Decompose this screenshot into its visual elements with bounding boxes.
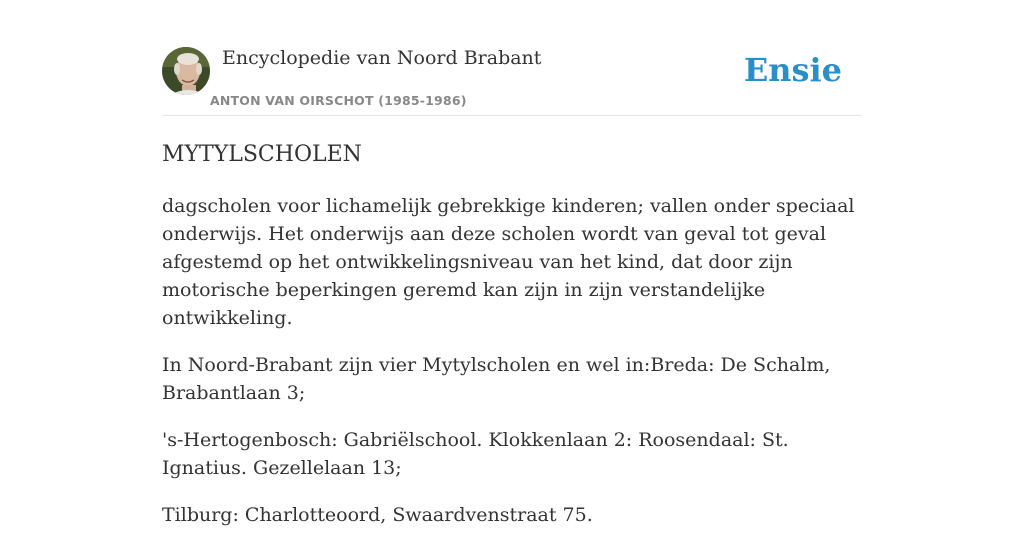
ensie-logo[interactable]: Ensie (743, 51, 842, 89)
article-body (162, 192, 862, 548)
author-portrait-icon (162, 47, 210, 95)
article-paragraph (162, 351, 862, 407)
author-avatar[interactable] (162, 47, 210, 95)
article-paragraph: dagscholen voor lichamelijk gebrekkige kinderen; vallen onder speciaal onderwijs. Het onderwijs aan deze scholen wordt van geval tot geval afgestemd op het ontwikkelingsniveau van het kind, dat door zijn motorische beperkingen geremd kan zijn in zijn verstandelijke ontwikkeling. (162, 195, 855, 329)
encyclopedia-title[interactable]: Encyclopedie van Noord Brabant (222, 47, 542, 69)
article-line: Tilburg: Charlotteoord, Swaardvenstraat 75. (162, 504, 593, 526)
article-line: 's-Hertogenbosch: Gabriëlschool. Klokkenlaan 2: Roosendaal: St. Ignatius. Gezellelaan 13; (162, 429, 789, 479)
article-line: In Noord-Brabant zijn vier Mytylscholen en wel in:Breda: De Schalm, Brabantlaan 3; (162, 354, 831, 404)
article-paragraph (162, 501, 862, 529)
article-title: MYTYLSCHOLEN (162, 142, 362, 167)
article-paragraph (162, 426, 862, 482)
header (162, 46, 862, 116)
author-name[interactable]: ANTON VAN OIRSCHOT (1985-1986) (210, 93, 467, 108)
